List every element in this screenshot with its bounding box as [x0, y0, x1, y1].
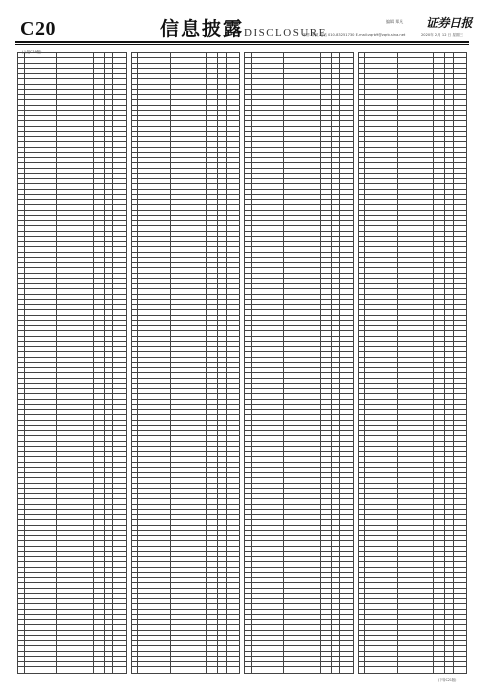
- disclosure-table: [17, 52, 127, 674]
- table-cell: [24, 667, 57, 674]
- table-row: [245, 667, 354, 674]
- continued-to-note: (下转C21版): [438, 678, 457, 682]
- table-cell: [113, 667, 126, 674]
- page-header: [0, 0, 484, 44]
- table-cell: [331, 667, 340, 674]
- newspaper-masthead: 证券日报: [426, 16, 473, 30]
- table-cell: [93, 667, 104, 674]
- continued-from-note: (上接C19版): [22, 50, 42, 54]
- table-cell: [57, 667, 94, 674]
- editor-credit: 编辑 郑凡: [386, 19, 404, 24]
- table-column-3: [244, 52, 354, 674]
- table-cell: [104, 667, 113, 674]
- table-column-1: [17, 52, 127, 674]
- table-row: [358, 667, 467, 674]
- table-cell: [365, 667, 398, 674]
- section-title: 信息披露: [160, 18, 245, 40]
- contact-line: 制作 李波 电话 010-83251730 E-mail:zqrb9@zqrb.sina.net: [303, 33, 406, 37]
- page-number: C20: [20, 18, 56, 40]
- disclosure-table: [358, 52, 468, 674]
- disclosure-tables: [17, 52, 467, 674]
- table-row: [131, 667, 240, 674]
- table-cell: [226, 667, 239, 674]
- table-cell: [170, 667, 207, 674]
- table-cell: [320, 667, 331, 674]
- table-cell: [340, 667, 353, 674]
- table-cell: [251, 667, 284, 674]
- table-cell: [434, 667, 445, 674]
- table-cell: [397, 667, 434, 674]
- table-cell: [453, 667, 466, 674]
- table-cell: [218, 667, 227, 674]
- issue-date: 2020年 2月 12 日 星期三: [421, 33, 464, 37]
- table-column-2: [131, 52, 241, 674]
- section-title-english: DISCLOSURE: [244, 27, 327, 39]
- table-cell: [207, 667, 218, 674]
- table-row: [18, 667, 127, 674]
- header-rule-thin: [15, 44, 469, 45]
- table-column-4: [358, 52, 468, 674]
- disclosure-table: [244, 52, 354, 674]
- disclosure-table: [131, 52, 241, 674]
- table-cell: [284, 667, 321, 674]
- table-cell: [138, 667, 171, 674]
- header-rule-thick: [15, 41, 469, 43]
- table-cell: [445, 667, 454, 674]
